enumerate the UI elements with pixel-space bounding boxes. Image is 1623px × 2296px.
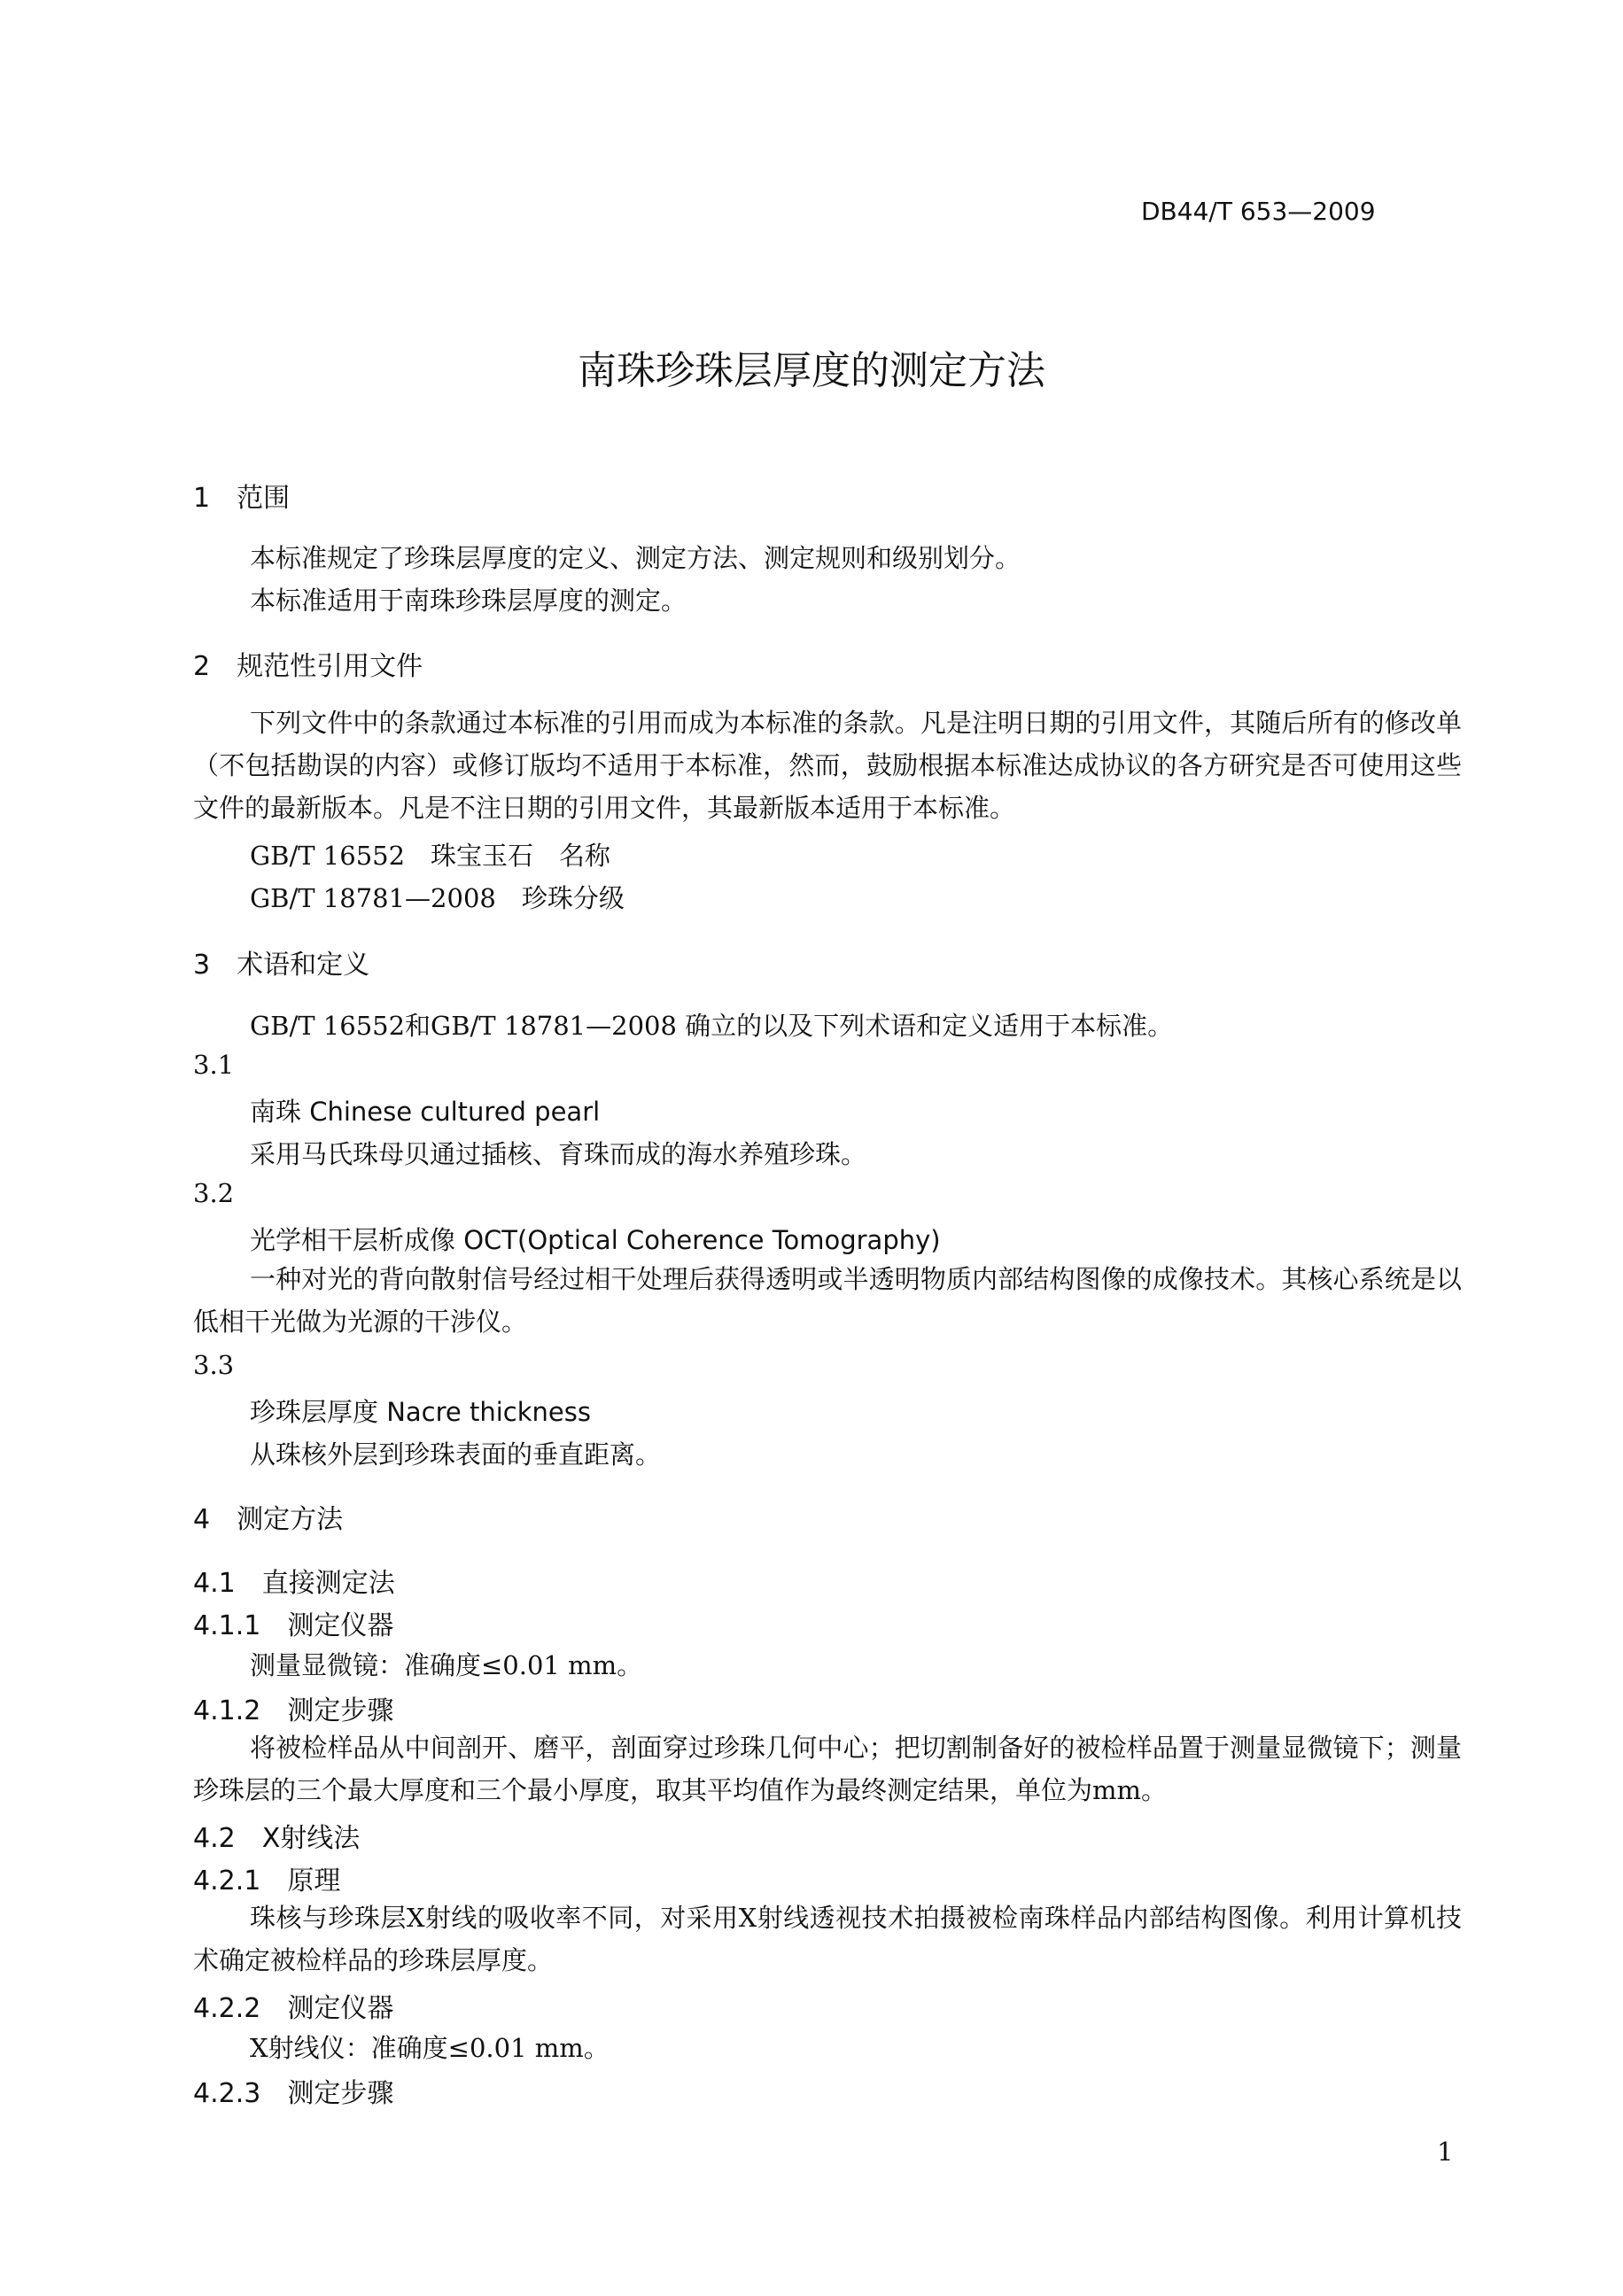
term-3-2-number: 3.2	[193, 1178, 235, 1208]
term-3-2-definition: 一种对光的背向散射信号经过相干处理后获得透明或半透明物质内部结构图像的成像技术。其核心系统是以低相干光做为光源的干涉仪。	[193, 1264, 1462, 1337]
section-1-paragraph-2: 本标准适用于南珠珍珠层厚度的测定。	[250, 586, 687, 616]
subsection-4-2-2-text: X射线仪：准确度≤0.01 mm。	[250, 2033, 610, 2063]
term-3-3-number: 3.3	[193, 1350, 235, 1380]
section-1-paragraph-1: 本标准规定了珍珠层厚度的定义、测定方法、测定规则和级别划分。	[250, 543, 1021, 573]
term-3-1-number: 3.1	[193, 1050, 235, 1080]
term-3-3-title: 珍珠层厚度 Nacre thickness	[250, 1397, 591, 1427]
section-2-heading: 2 规范性引用文件	[193, 651, 423, 682]
reference-2: GB/T 18781—2008 珍珠分级	[250, 883, 625, 913]
term-3-2-title: 光学相干层析成像 OCT(Optical Coherence Tomography)	[250, 1225, 941, 1255]
term-3-1-definition: 采用马氏珠母贝通过插核、育珠而成的海水养殖珍珠。	[250, 1139, 867, 1169]
section-3-heading: 3 术语和定义	[193, 950, 370, 981]
section-2-paragraph: 下列文件中的条款通过本标准的引用而成为本标准的条款。凡是注明日期的引用文件，其随后所有的修改单（不包括勘误的内容）或修订版均不适用于本标准，然而，鼓励根据本标准达成协议的各方研究是否可使用这些文件的最新版本。凡是不注日期的引用文件，其最新版本适用于本标准。	[193, 708, 1462, 823]
subsection-4-2-3-heading: 4.2.3 测定步骤	[193, 2078, 394, 2109]
reference-1: GB/T 16552 珠宝玉石 名称	[250, 841, 611, 871]
subsection-4-1-1-heading: 4.1.1 测定仪器	[193, 1610, 394, 1641]
document-title: 南珠珍珠层厚度的测定方法	[578, 348, 1045, 393]
subsection-4-2-1-text: 珠核与珍珠层X射线的吸收率不同，对采用X射线透视技术拍摄被检南珠样品内部结构图像。利用计算机技术确定被检样品的珍珠层厚度。	[193, 1903, 1462, 1975]
section-4-heading: 4 测定方法	[193, 1504, 344, 1535]
term-3-3-definition: 从珠核外层到珍珠表面的垂直距离。	[250, 1439, 662, 1470]
section-1-heading: 1 范围	[193, 483, 291, 514]
subsection-4-2-1-heading: 4.2.1 原理	[193, 1866, 341, 1897]
subsection-4-2-2-heading: 4.2.2 测定仪器	[193, 1993, 394, 2024]
page-number: 1	[1437, 2137, 1454, 2167]
subsection-4-1-2-heading: 4.1.2 测定步骤	[193, 1695, 394, 1726]
term-3-1-title: 南珠 Chinese cultured pearl	[250, 1097, 601, 1127]
subsection-4-1-2-text: 将被检样品从中间剖开、磨平，剖面穿过珍珠几何中心；把切割制备好的被检样品置于测量显微镜下；测量珍珠层的三个最大厚度和三个最小厚度，取其平均值作为最终测定结果，单位为mm。	[193, 1733, 1462, 1805]
section-3-intro: GB/T 16552和GB/T 18781—2008 确立的以及下列术语和定义适用于本标准。	[250, 1011, 1174, 1041]
document-number: DB44/T 653—2009	[1141, 197, 1376, 226]
subsection-4-1-heading: 4.1 直接测定法	[193, 1568, 395, 1599]
subsection-4-2-heading: 4.2 X射线法	[193, 1823, 361, 1854]
subsection-4-1-1-text: 测量显微镜：准确度≤0.01 mm。	[250, 1650, 643, 1680]
